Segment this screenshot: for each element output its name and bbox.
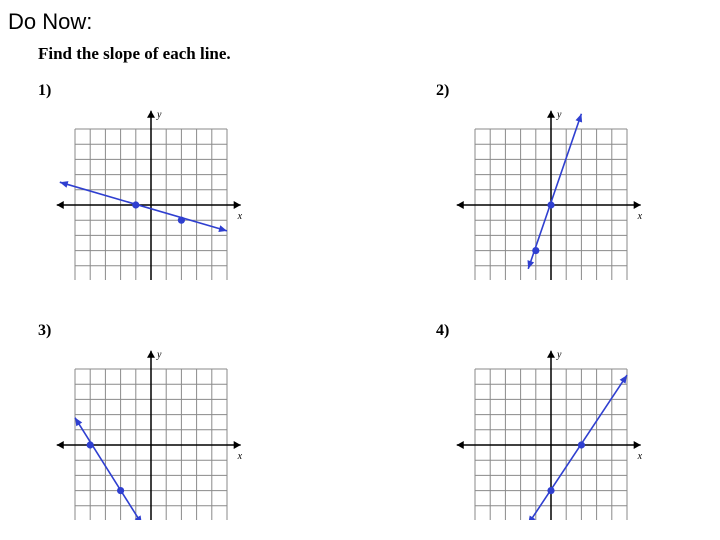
line-arrow-end	[620, 375, 627, 384]
y-axis-arrow-up	[547, 111, 555, 118]
coordinate-plane	[456, 90, 646, 280]
plotted-point	[547, 487, 554, 494]
plotted-point	[578, 441, 585, 448]
line-arrow-start	[527, 260, 534, 269]
graph-4	[456, 330, 646, 520]
page-title: Do Now:	[8, 9, 93, 34]
x-axis-label: x	[237, 211, 243, 222]
axes	[57, 111, 241, 280]
axes	[457, 111, 641, 280]
x-axis-arrow-right	[234, 201, 241, 209]
graph-3	[56, 330, 246, 520]
plotted-point	[117, 487, 124, 494]
line-arrow-start	[528, 515, 535, 520]
y-axis-label: y	[557, 109, 562, 121]
x-axis-arrow-right	[634, 201, 641, 209]
y-axis-label: y	[157, 349, 162, 361]
y-axis-label: y	[157, 109, 162, 121]
instruction-text: Find the slope of each line.	[38, 44, 231, 63]
y-axis-label: y	[557, 349, 562, 361]
x-axis-arrow-right	[634, 441, 641, 449]
x-axis-label: x	[637, 211, 643, 222]
graphed-line	[75, 418, 142, 520]
line-arrow-start	[60, 181, 69, 188]
problem-1-number: 1)	[38, 82, 52, 99]
axes	[457, 351, 641, 520]
plotted-point	[547, 201, 554, 208]
line-arrow-end	[218, 225, 227, 232]
y-axis-arrow-up	[147, 351, 155, 358]
axes	[57, 351, 241, 520]
y-axis-arrow-up	[147, 111, 155, 118]
coordinate-plane	[56, 90, 246, 280]
x-axis-arrow-left	[57, 441, 64, 449]
x-axis-arrow-right	[234, 441, 241, 449]
x-axis-label: x	[637, 451, 643, 462]
plotted-point	[87, 441, 94, 448]
problem-3-number: 3)	[38, 322, 52, 339]
coordinate-plane	[56, 330, 246, 520]
plotted-point	[532, 247, 539, 254]
x-axis-arrow-left	[457, 441, 464, 449]
graph-2	[456, 90, 646, 280]
plotted-point	[178, 217, 185, 224]
line-arrow-start	[75, 418, 82, 427]
plotted-point	[132, 201, 139, 208]
graph-1	[56, 90, 246, 280]
x-axis-arrow-left	[57, 201, 64, 209]
y-axis-arrow-up	[547, 351, 555, 358]
problem-2-number: 2)	[436, 82, 450, 99]
x-axis-arrow-left	[457, 201, 464, 209]
line-arrow-end	[575, 114, 582, 123]
problem-4-number: 4)	[436, 322, 450, 339]
coordinate-plane	[456, 330, 646, 520]
x-axis-label: x	[237, 451, 243, 462]
